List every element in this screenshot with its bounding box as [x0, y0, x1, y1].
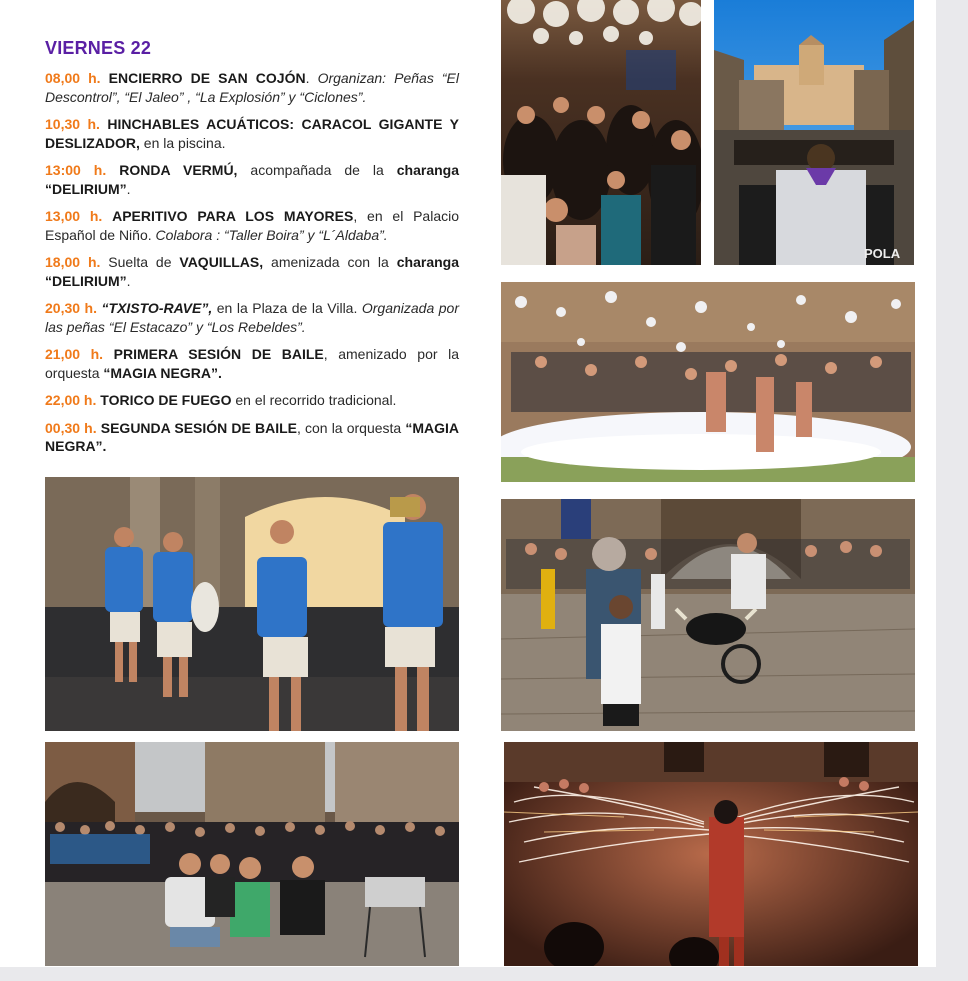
event-time: 10,30 h.: [45, 116, 100, 132]
event-item: [45, 391, 459, 410]
foam-party-photo: [501, 282, 915, 482]
event-text: .: [305, 70, 318, 86]
event-item: [45, 115, 459, 152]
event-text: en la piscina.: [139, 134, 226, 151]
event-title-secondary: “MAGIA NEGRA”.: [103, 364, 222, 381]
event-text: Suelta de: [100, 254, 180, 270]
event-organizers: Organizada por las peñas “El Estacazo” y “Los Rebeldes”.: [45, 300, 459, 335]
event-text: en el recorrido tradicional.: [231, 392, 397, 408]
event-title: HINCHABLES ACUÁTICOS: CARACOL GIGANTE Y DESLIZADOR,: [45, 116, 459, 151]
event-text: .: [126, 180, 131, 197]
event-title-secondary: charanga “DELIRIUM”: [45, 254, 459, 289]
event-title: ENCIERRO DE SAN COJÓN: [108, 70, 306, 86]
event-item: [45, 419, 459, 456]
event-title: RONDA VERMÚ,: [119, 162, 238, 178]
event-organizers: Organizan: Peñas “El Descontrol”, “El Jaleo” , “La Explosión” y “Ciclones”.: [45, 70, 460, 105]
event-text: , amenizado por la orquesta: [45, 346, 460, 381]
event-text: , con la orquesta: [296, 419, 406, 436]
event-time: 08,00 h.: [45, 70, 101, 86]
event-item: [45, 299, 459, 336]
dj-booth-logo: POLA: [864, 246, 901, 261]
event-title: VAQUILLAS,: [179, 254, 264, 270]
event-title: SEGUNDA SESIÓN DE BAILE: [100, 419, 297, 436]
day-title: VIERNES 22: [45, 38, 152, 58]
band-plaza-photo: [45, 742, 459, 966]
event-time: 13,00 h.: [45, 208, 103, 224]
event-item: [45, 207, 459, 244]
event-title-secondary: charanga “DELIRIUM”: [45, 162, 460, 197]
event-time: 21,00 h.: [45, 346, 104, 362]
event-item: [45, 345, 459, 382]
event-item: [45, 161, 459, 198]
bull-cart-photo: [501, 499, 915, 731]
dj-square-photo: [714, 0, 914, 265]
event-item: [45, 253, 459, 290]
event-item: [45, 69, 459, 106]
band-indoor-photo: [45, 477, 459, 731]
event-time: 22,00 h.: [45, 392, 97, 408]
event-text: .: [126, 272, 131, 289]
event-text: , en el Palacio Español de Niño.: [45, 208, 460, 243]
event-text: amenizada con la: [263, 254, 397, 270]
event-text: acompañada de la: [237, 162, 397, 178]
event-title: TORICO DE FUEGO: [100, 392, 232, 408]
event-title: APERITIVO PARA LOS MAYORES: [112, 208, 354, 224]
event-time: 20,30 h.: [45, 300, 97, 316]
event-time: 00,30 h.: [45, 419, 97, 436]
event-time: 13:00 h.: [45, 162, 107, 178]
crowd-bar-photo: [501, 0, 701, 265]
event-title-secondary: “MAGIA NEGRA”.: [45, 419, 460, 454]
event-organizers: Colabora : “Taller Boira” y “L´Aldaba”.: [155, 226, 388, 243]
event-schedule: [45, 69, 459, 465]
event-title: PRIMERA SESIÓN DE BAILE: [113, 346, 324, 362]
event-title: “TXISTO-RAVE”,: [101, 300, 213, 316]
event-text: en la Plaza de la Villa.: [212, 300, 362, 316]
event-time: 18,00 h.: [45, 254, 101, 270]
fire-bull-photo: [504, 742, 918, 966]
